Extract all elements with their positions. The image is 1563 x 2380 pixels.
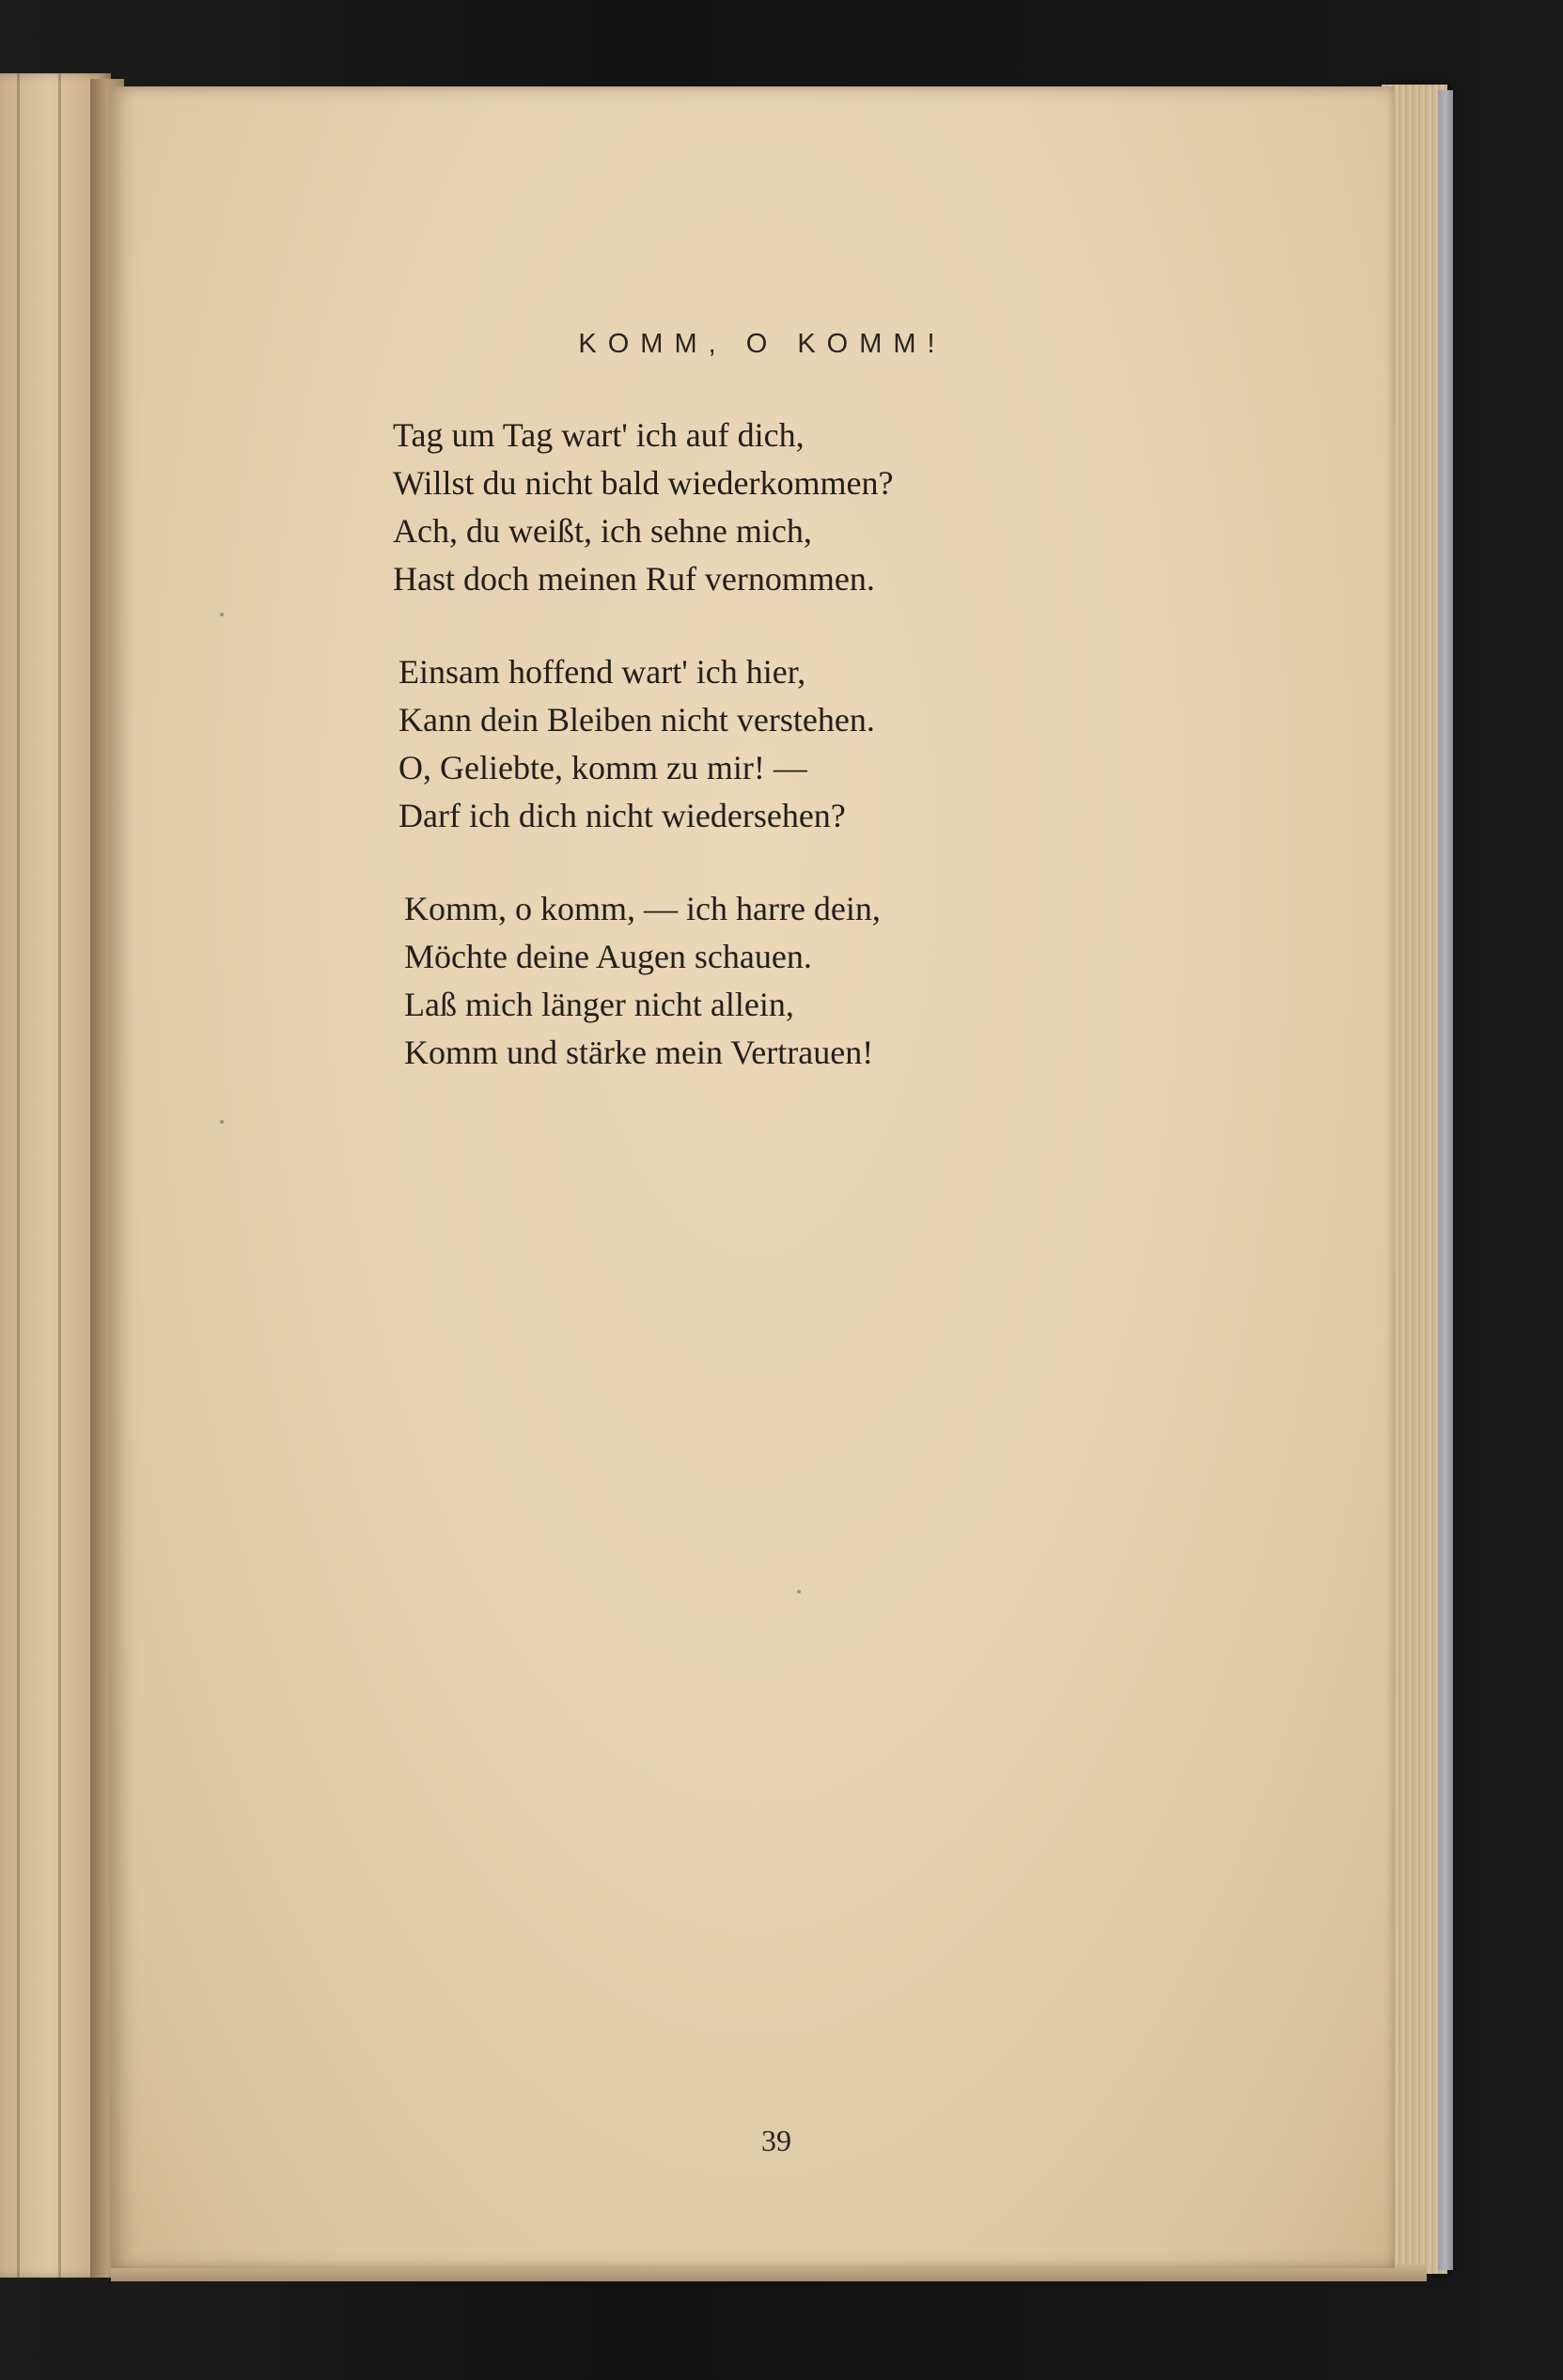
poem-line: Willst du nicht bald wiederkommen? <box>393 464 894 502</box>
poem-line: Komm, o komm, — ich harre dein, <box>404 890 881 927</box>
poem-line: Laß mich länger nicht allein, <box>404 986 794 1023</box>
page-edge-line <box>17 73 20 2278</box>
stanza-1 <box>393 412 1107 603</box>
poem-line: Einsam hoffend wart' ich hier, <box>399 653 806 691</box>
paper-speck <box>220 1120 224 1124</box>
poem-line: Hast doch meinen Ruf vernommen. <box>393 560 875 598</box>
page-edge-line <box>58 73 61 2278</box>
book-page <box>111 86 1395 2268</box>
paper-speck <box>220 613 224 616</box>
poem-line: Darf ich dich nicht wiedersehen? <box>399 797 846 834</box>
stanza-2 <box>393 648 1107 840</box>
poem-line: O, Geliebte, komm zu mir! — <box>399 749 807 786</box>
poem-line: Kann dein Bleiben nicht verstehen. <box>399 701 875 739</box>
book-cover-edge <box>1438 90 1453 2270</box>
page-number: 39 <box>761 2123 791 2157</box>
poem-line: Ach, du weißt, ich sehne mich, <box>393 512 812 550</box>
poem-line: Komm und stärke mein Vertrauen! <box>404 1034 874 1071</box>
stanza-3 <box>393 885 1107 1077</box>
poem-title: KOMM, O KOMM! <box>578 329 946 359</box>
poem-body <box>393 412 1107 1122</box>
poem-line: Tag um Tag wart' ich auf dich, <box>393 416 805 454</box>
poem-line: Möchte deine Augen schauen. <box>404 938 812 975</box>
paper-speck <box>797 1590 801 1594</box>
